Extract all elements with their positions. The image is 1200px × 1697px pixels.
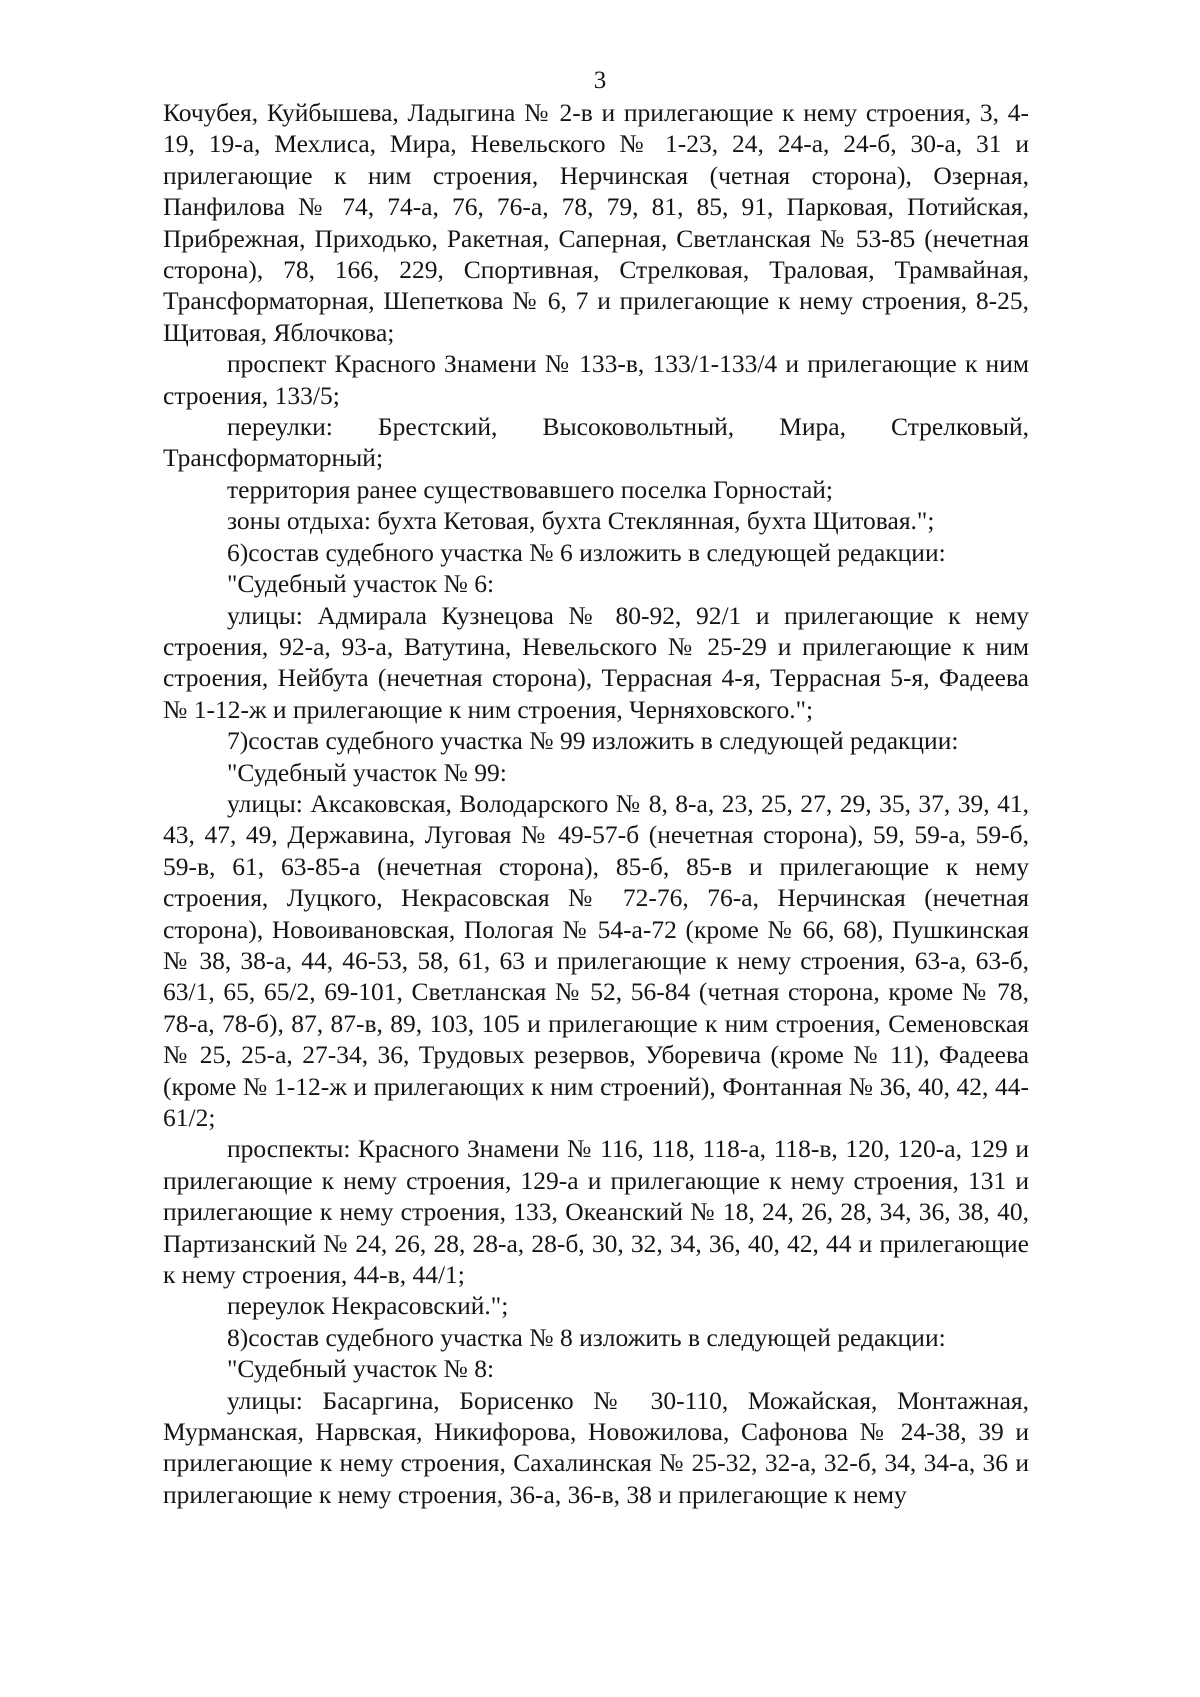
paragraph: улицы: Басаргина, Борисенко № 30-110, Можайская, Монтажная, Мурманская, Нарвская, Никифорова, Новожилова, Сафонова № 24-38, 39 и прилегающие к нему строения, Сахалинская № 25-32, 32-а, 32-б, 34, 34-а, 36 и прилегающие к нему строения, 36-а, 36-в, 38 и прилегающие к нему	[163, 1385, 1029, 1509]
paragraph: территория ранее существовавшего поселка Горностай;	[227, 474, 834, 504]
paragraph: 6)состав судебного участка № 6 изложить в следующей редакции:	[227, 537, 946, 567]
paragraph: улицы: Аксаковская, Володарского № 8, 8-а, 23, 25, 27, 29, 35, 37, 39, 41, 43, 47, 49, Державина, Луговая № 49-57-б (нечетная сторона), 59, 59-а, 59-б, 59-в, 61, 63-85-а (нечетная сторона), 85-б, 85-в и прилегающие к нему строения, Луцкого, Некрасовская № 72-76, 76-а, Нерчинская (нечетная сторона), Новоивановская, Пологая № 54-а-72 (кроме № 66, 68), Пушкинская № 38, 38-а, 44, 46-53, 58, 61, 63 и прилегающие к нему строения, 63-а, 63-б, 63/1, 65, 65/2, 69-101, Светланская № 52, 56-84 (четная сторона, кроме № 78, 78-а, 78-б), 87, 87-в, 89, 103, 105 и прилегающие к ним строения, Семеновская № 25, 25-а, 27-34, 36, Трудовых резервов, Уборевича (кроме № 11), Фадеева (кроме № 1-12-ж и прилегающих к ним строений), Фонтанная № 36, 40, 42, 44-61/2;	[163, 788, 1029, 1132]
paragraph: "Судебный участок № 99:	[227, 757, 507, 787]
paragraph: "Судебный участок № 8:	[227, 1354, 495, 1384]
paragraph: проспект Красного Знамени № 133-в, 133/1-133/4 и прилегающие к ним строения, 133/5;	[163, 349, 1029, 410]
paragraph: проспекты: Красного Знамени № 116, 118, 118-а, 118-в, 120, 120-а, 129 и прилегающие к нему строения, 129-а и прилегающие к нему строения, 131 и прилегающие к нему строения, 133, Океанский № 18, 24, 26, 28, 34, 36, 38, 40, Партизанский № 24, 26, 28, 28-а, 28-б, 30, 32, 34, 36, 40, 42, 44 и прилегающие к нему строения, 44-в, 44/1;	[163, 1134, 1029, 1290]
paragraph: переулки: Брестский, Высоковольтный, Мира, Стрелковый, Трансформаторный;	[163, 412, 1029, 473]
paragraph: переулок Некрасовский.";	[227, 1291, 509, 1321]
paragraph: "Судебный участок № 6:	[227, 569, 495, 599]
paragraph: зоны отдыха: бухта Кетовая, бухта Стеклянная, бухта Щитовая.";	[227, 506, 935, 536]
paragraph: Кочубея, Куйбышева, Ладыгина № 2-в и прилегающие к нему строения, 3, 4-19, 19-а, Мехлиса, Мира, Невельского № 1-23, 24, 24-а, 24-б, 30-а, 31 и прилегающие к ним строения, Нерчинская (четная сторона), Озерная, Панфилова № 74, 74-а, 76, 76-а, 78, 79, 81, 85, 91, Парковая, Потийская, Прибрежная, Приходько, Ракетная, Саперная, Светланская № 53-85 (нечетная сторона), 78, 166, 229, Спортивная, Стрелковая, Траловая, Трамвайная, Трансформаторная, Шепеткова № 6, 7 и прилегающие к нему строения, 8-25, Щитовая, Яблочкова;	[163, 98, 1029, 347]
paragraph: улицы: Адмирала Кузнецова № 80-92, 92/1 и прилегающие к нему строения, 92-а, 93-а, Ватутина, Невельского № 25-29 и прилегающие к ним строения, Нейбута (нечетная сторона), Террасная 4-я, Террасная 5-я, Фадеева № 1-12-ж и прилегающие к ним строения, Черняховского.";	[163, 600, 1029, 724]
paragraph: 7)состав судебного участка № 99 изложить в следующей редакции:	[227, 726, 959, 756]
paragraph: 8)состав судебного участка № 8 изложить в следующей редакции:	[227, 1322, 946, 1352]
page-number: 3	[593, 67, 607, 94]
document-body	[163, 97, 1029, 1510]
